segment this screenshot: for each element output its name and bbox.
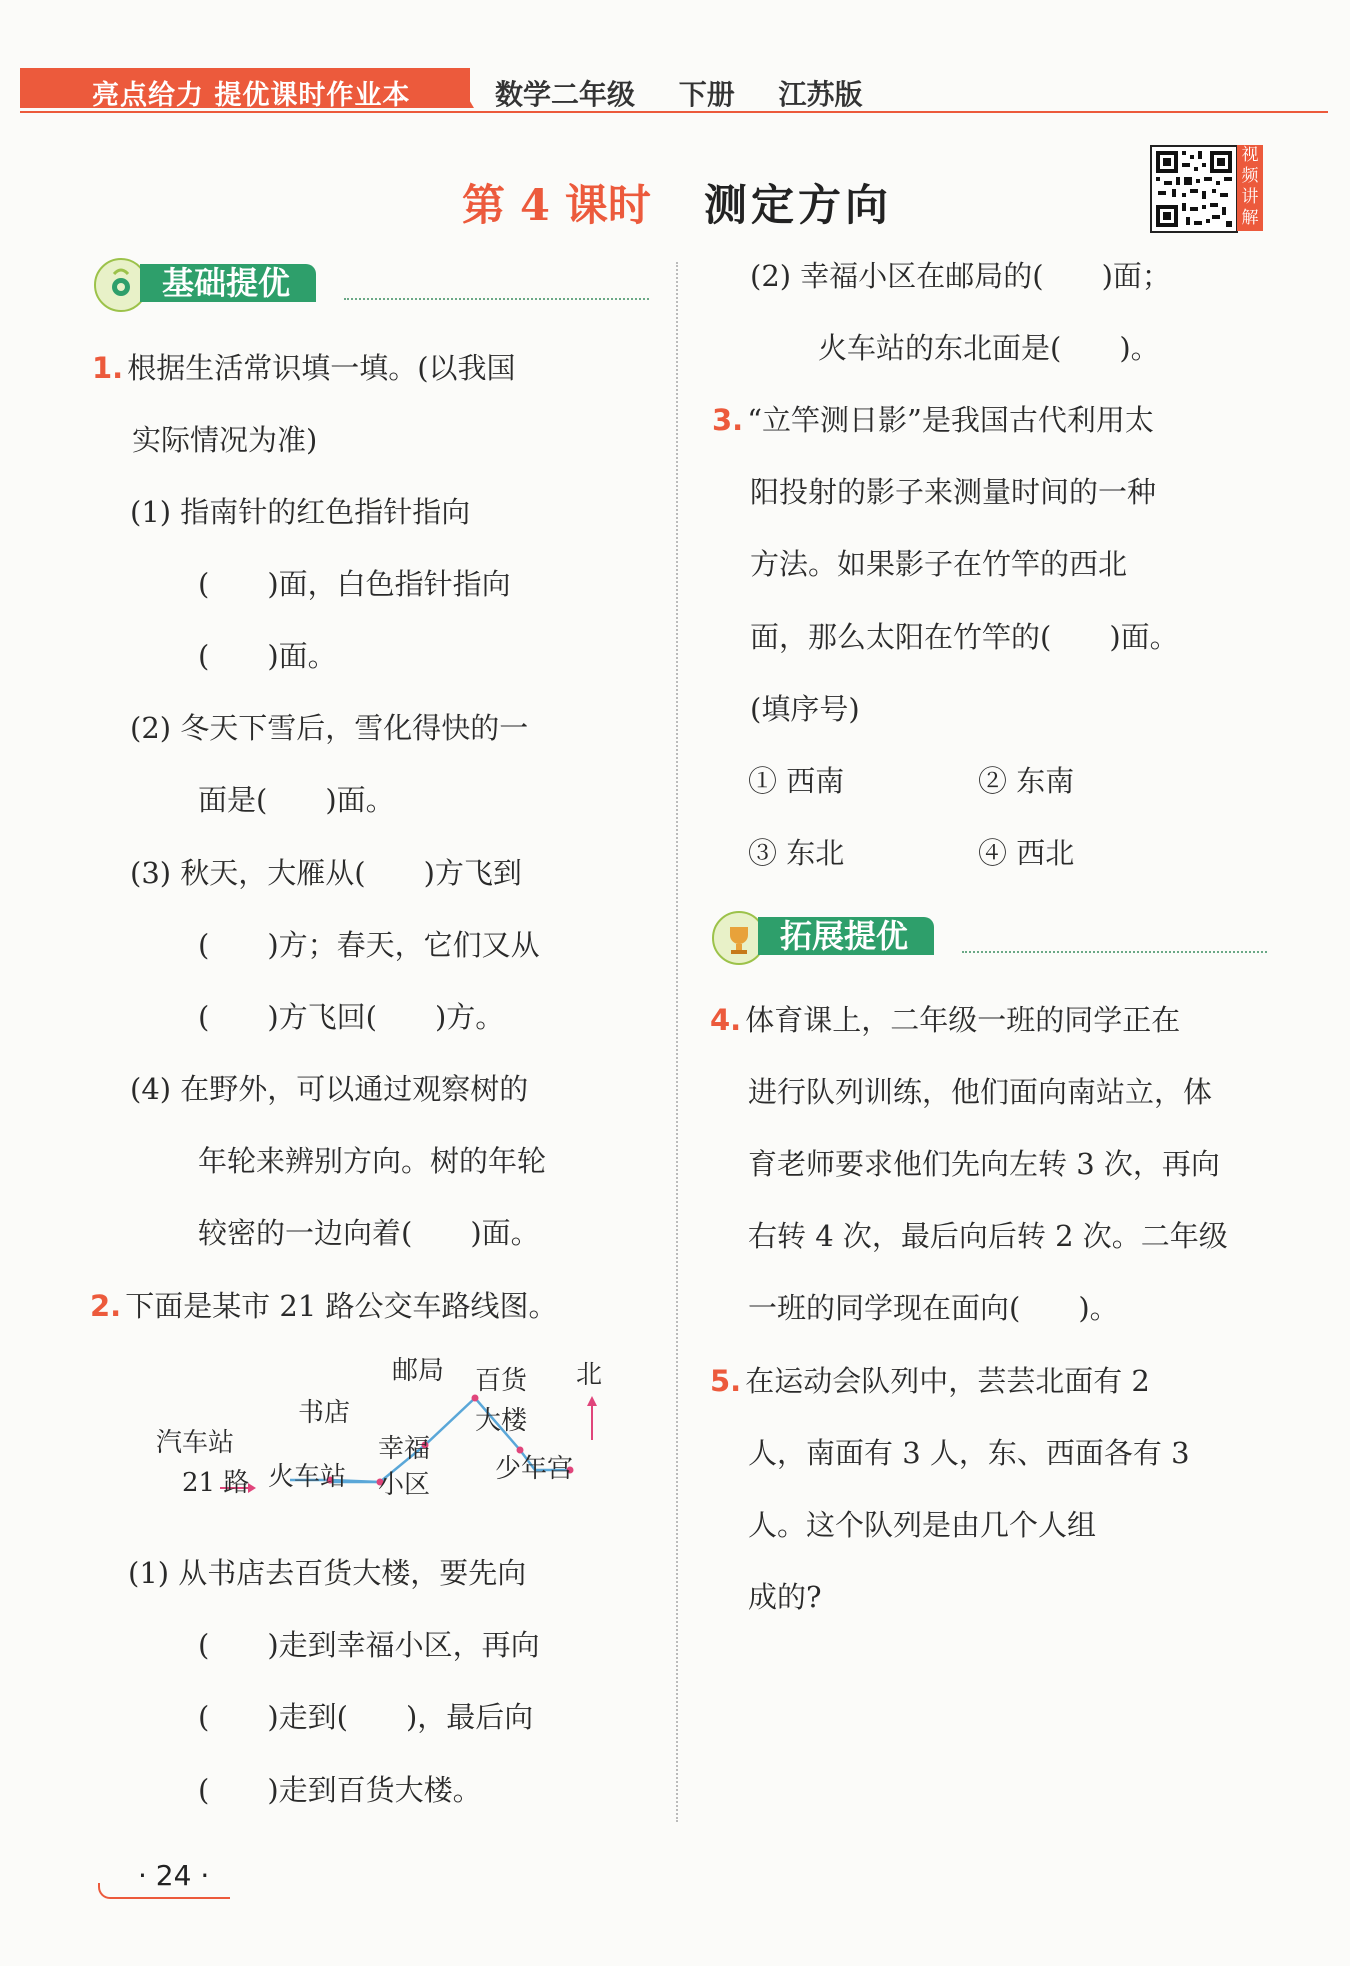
q1-line: 年轮来辨别方向。树的年轮	[198, 1144, 547, 1178]
q3-option: ④ 西北	[978, 836, 1075, 870]
q3-option: ③ 东北	[748, 836, 845, 870]
q3-line: 阳投射的影子来测量时间的一种	[750, 475, 1157, 509]
lesson-title: 测定方向	[704, 181, 892, 231]
stop-train-station: 火车站	[268, 1462, 347, 1492]
stop-xingfu-2: 小区	[378, 1470, 431, 1500]
lesson-number: 第 4 课时	[462, 181, 651, 231]
q3-line: 面，那么太阳在竹竿的( )面。	[750, 620, 1179, 654]
q1-line: (4) 在野外，可以通过观察树的	[130, 1072, 529, 1106]
stop-dept-store-1: 百货	[475, 1366, 528, 1396]
q2-line: ( )走到百货大楼。	[198, 1773, 482, 1807]
qr-label-char: 解	[1241, 208, 1259, 228]
section-extend-title: 拓展提优	[758, 917, 934, 955]
qr-label-char: 讲	[1241, 187, 1259, 207]
stop-post-office: 邮局	[392, 1356, 445, 1386]
q3-number: 3.	[712, 403, 744, 437]
q1-line: 实际情况为准)	[132, 423, 318, 457]
section-divider	[344, 298, 649, 300]
q5-line: 成的?	[748, 1580, 822, 1614]
q5-line: 5. 在运动会队列中，芸芸北面有 2	[710, 1364, 1150, 1398]
q1-line: (3) 秋天，大雁从( )方飞到	[130, 856, 522, 890]
edition-label: 江苏版	[778, 78, 863, 111]
qr-code[interactable]	[1150, 145, 1238, 233]
qr-video-label	[1237, 145, 1263, 231]
q3-line: 方法。如果影子在竹竿的西北	[750, 547, 1128, 581]
qr-pattern-icon	[1152, 147, 1236, 231]
q4-line: 右转 4 次，最后向后转 2 次。二年级	[748, 1219, 1228, 1253]
q1-line: (1) 指南针的红色指针指向	[130, 495, 471, 529]
qr-label-char: 频	[1241, 166, 1259, 186]
q2-intro: 2. 下面是某市 21 路公交车路线图。	[90, 1289, 558, 1323]
q1-line: 较密的一边向着( )面。	[198, 1216, 540, 1250]
section-divider	[962, 951, 1267, 953]
q3-option: ② 东南	[978, 764, 1075, 798]
section-basic-title: 基础提优	[140, 264, 316, 302]
q5-line: 人，南面有 3 人，东、西面各有 3	[748, 1436, 1190, 1470]
q4-number: 4.	[710, 1003, 742, 1037]
q1-line: 1. 根据生活常识填一填。(以我国	[92, 351, 516, 385]
stop-bookstore: 书店	[298, 1398, 351, 1428]
q1-line: ( )面。	[198, 639, 337, 673]
header-rule	[20, 111, 1328, 113]
q2-line: 火车站的东北面是( )。	[818, 331, 1160, 365]
qr-label-char: 视	[1241, 145, 1259, 165]
column-divider	[676, 262, 678, 1822]
q1-line: 面是( )面。	[198, 783, 395, 817]
q2-line: ( )走到幸福小区，再向	[198, 1628, 540, 1662]
section-basic-header	[94, 262, 654, 302]
q4-line: 一班的同学现在面向( )。	[748, 1291, 1119, 1325]
q3-line: (填序号)	[750, 692, 860, 726]
subject-label: 数学二年级	[495, 78, 636, 111]
q1-line: ( )方；春天，它们又从	[198, 928, 540, 962]
q3-option: ① 西南	[748, 764, 845, 798]
book-info	[495, 73, 897, 113]
page-number: · 24 ·	[138, 1859, 210, 1892]
q2-line: (2) 幸福小区在邮局的( )面；	[750, 259, 1171, 293]
bus-route-map	[150, 1350, 630, 1530]
stop-xingfu: 幸福	[378, 1434, 431, 1464]
route-name: 21 路	[182, 1468, 250, 1498]
stop-bus-terminal: 汽车站	[156, 1428, 235, 1458]
section-extend-header	[712, 915, 1272, 955]
north-label: 北	[576, 1360, 603, 1390]
q3-line: 3. “立竿测日影”是我国古代利用太	[712, 403, 1154, 437]
q4-line: 4. 体育课上，二年级一班的同学正在	[710, 1003, 1181, 1037]
volume-label: 下册	[678, 78, 735, 111]
q1-line: ( )面，白色指针指向	[198, 567, 511, 601]
stop-dept-store-2: 大楼	[475, 1406, 528, 1436]
q4-line: 育老师要求他们先向左转 3 次，再向	[748, 1147, 1220, 1181]
q1-number: 1.	[92, 351, 124, 385]
q2-line: (1) 从书店去百货大楼，要先向	[128, 1556, 527, 1590]
q2-line: ( )走到( )，最后向	[198, 1700, 534, 1734]
q1-line: ( )方飞回( )方。	[198, 1000, 505, 1034]
q5-line: 人。这个队列是由几个人组	[748, 1508, 1097, 1542]
q5-number: 5.	[710, 1364, 742, 1398]
q2-number: 2.	[90, 1289, 122, 1323]
q1-line: (2) 冬天下雪后，雪化得快的一	[130, 711, 529, 745]
stop-youth-palace: 少年宫	[495, 1454, 574, 1484]
q4-line: 进行队列训练，他们面向南站立，体	[748, 1075, 1213, 1109]
series-title: 亮点给力 提优课时作业本	[92, 80, 411, 111]
header-band-tip	[450, 68, 474, 108]
